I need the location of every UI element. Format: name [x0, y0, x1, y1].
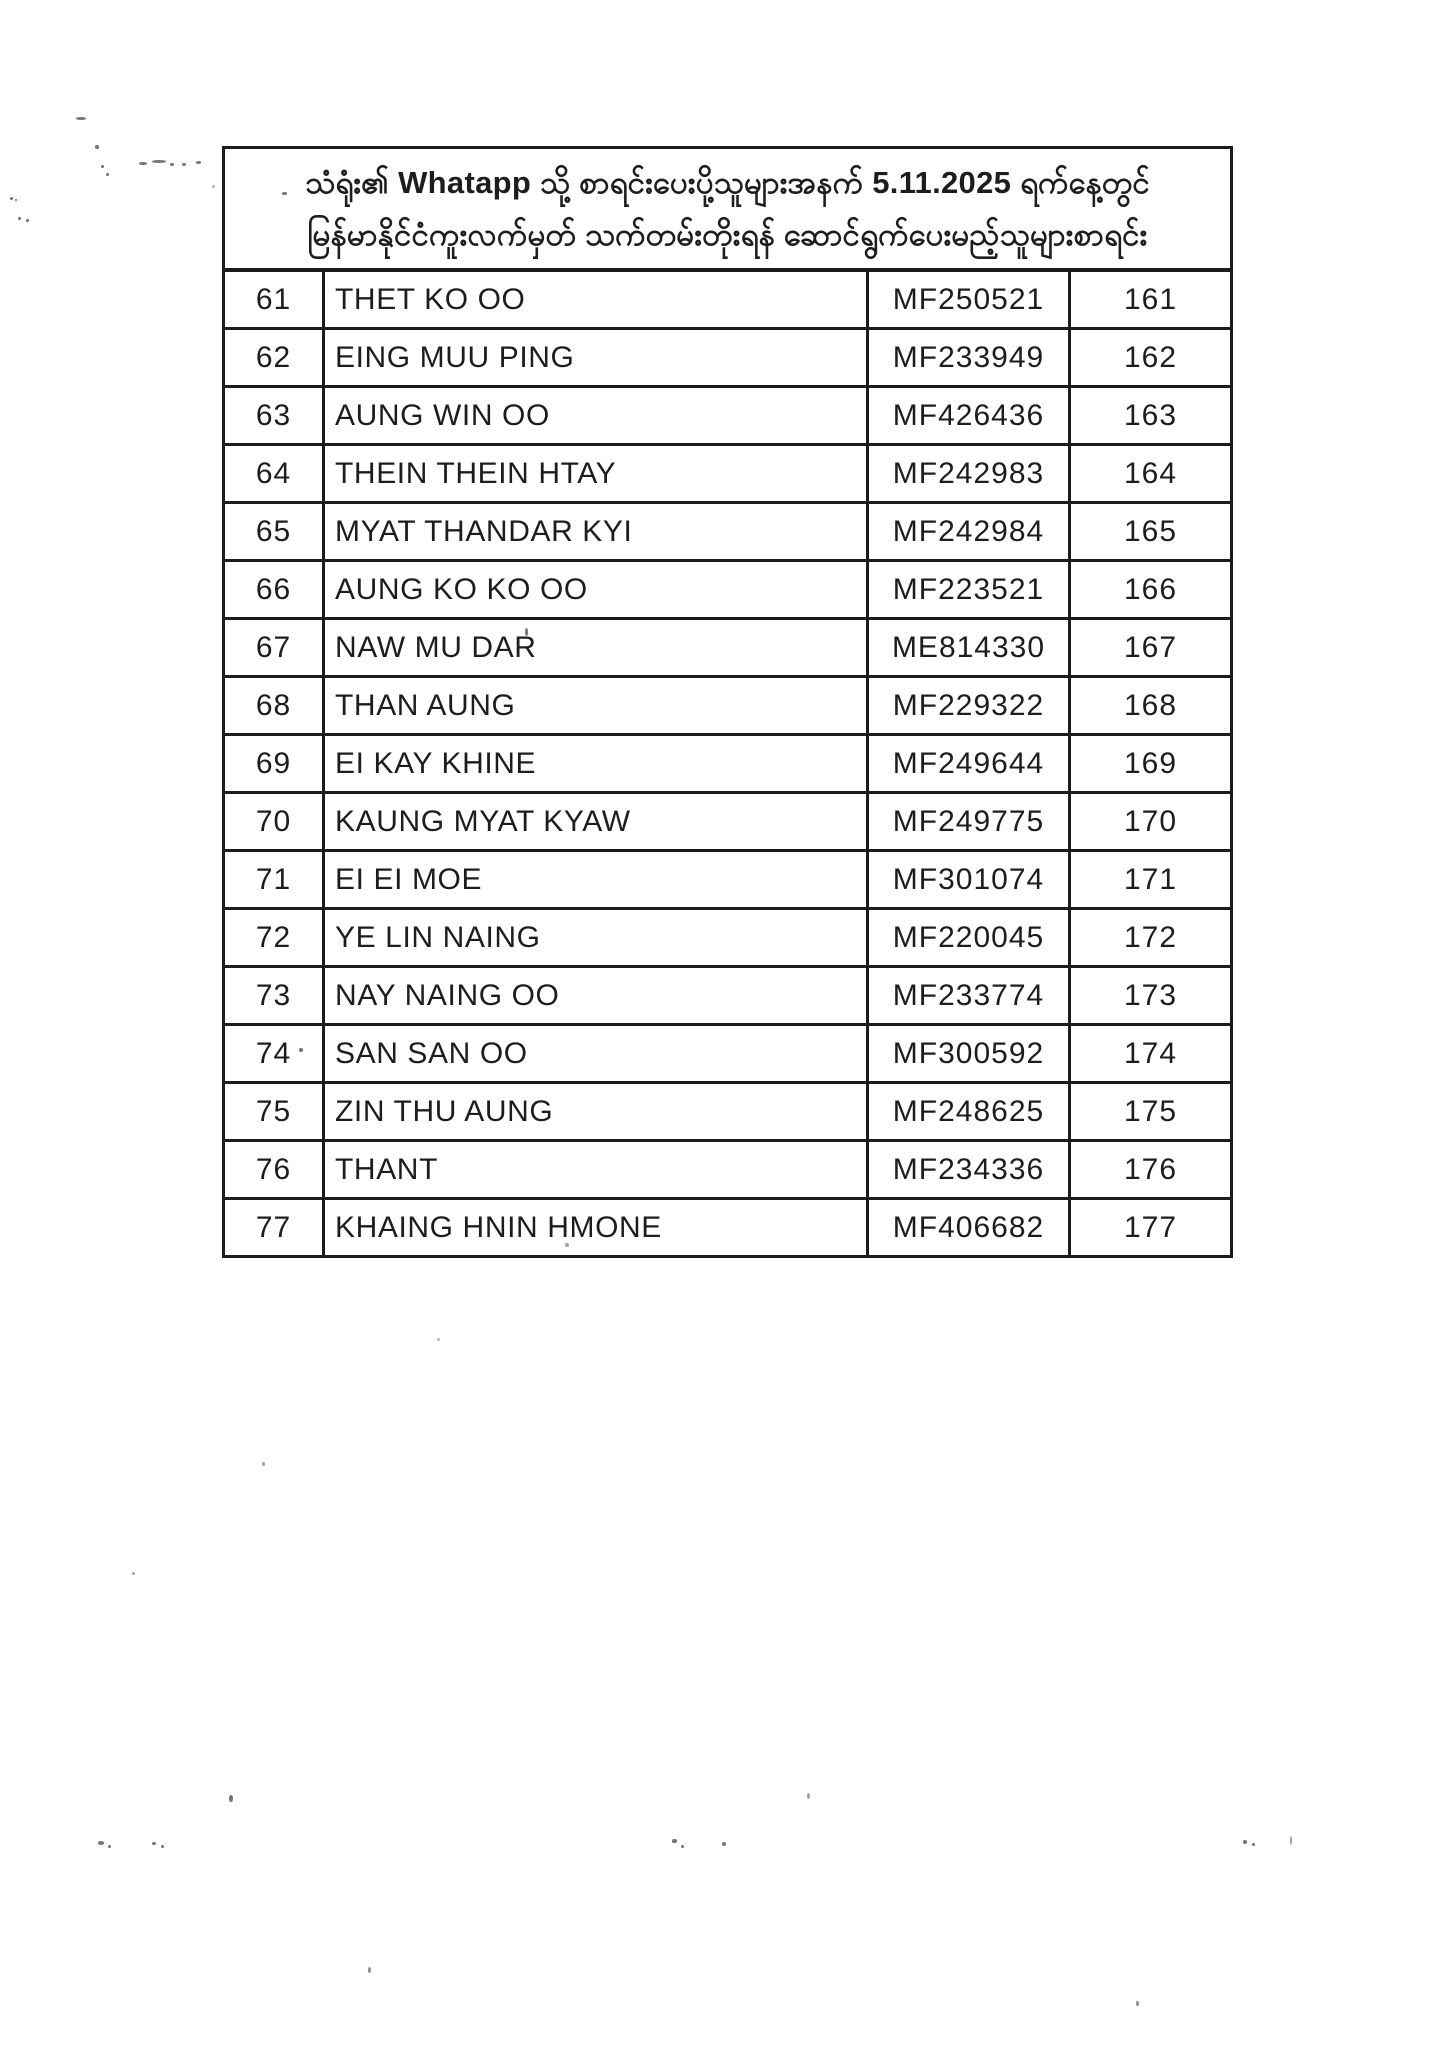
- table-row: [224, 329, 1232, 387]
- row-number: 72: [224, 909, 324, 967]
- person-name: EING MUU PING: [324, 329, 868, 387]
- table-row: [224, 1141, 1232, 1199]
- sequence-number: 169: [1070, 735, 1232, 793]
- table-row: [224, 270, 1232, 329]
- sequence-number: 168: [1070, 677, 1232, 735]
- table-row: [224, 445, 1232, 503]
- passport-number: MF249775: [868, 793, 1070, 851]
- row-number: 67: [224, 619, 324, 677]
- table-row: [224, 561, 1232, 619]
- passport-number: MF242983: [868, 445, 1070, 503]
- row-number: 62: [224, 329, 324, 387]
- person-name: ZIN THU AUNG: [324, 1083, 868, 1141]
- sequence-number: 171: [1070, 851, 1232, 909]
- person-name: NAY NAING OO: [324, 967, 868, 1025]
- person-name: KAUNG MYAT KYAW: [324, 793, 868, 851]
- table-row: [224, 909, 1232, 967]
- person-name: MYAT THANDAR KYI: [324, 503, 868, 561]
- sequence-number: 170: [1070, 793, 1232, 851]
- passport-number: MF406682: [868, 1199, 1070, 1257]
- row-number: 75: [224, 1083, 324, 1141]
- passport-number: ME814330: [868, 619, 1070, 677]
- row-number: 77: [224, 1199, 324, 1257]
- sequence-number: 163: [1070, 387, 1232, 445]
- person-name: THAN AUNG: [324, 677, 868, 735]
- person-name: THANT: [324, 1141, 868, 1199]
- row-number: 73: [224, 967, 324, 1025]
- sequence-number: 172: [1070, 909, 1232, 967]
- passport-number: MF233949: [868, 329, 1070, 387]
- sequence-number: 176: [1070, 1141, 1232, 1199]
- passport-number: MF233774: [868, 967, 1070, 1025]
- person-name: AUNG KO KO OO: [324, 561, 868, 619]
- passport-number: MF250521: [868, 270, 1070, 329]
- table-row: [224, 387, 1232, 445]
- person-name: AUNG WIN OO: [324, 387, 868, 445]
- passport-number: MF249644: [868, 735, 1070, 793]
- passport-number: MF301074: [868, 851, 1070, 909]
- passport-number: MF234336: [868, 1141, 1070, 1199]
- sequence-number: 174: [1070, 1025, 1232, 1083]
- row-number: 66: [224, 561, 324, 619]
- passport-number: MF220045: [868, 909, 1070, 967]
- row-number: 63: [224, 387, 324, 445]
- person-name: YE LIN NAING: [324, 909, 868, 967]
- passport-number: MF229322: [868, 677, 1070, 735]
- person-name: KHAING HNIN HMONE: [324, 1199, 868, 1257]
- sequence-number: 162: [1070, 329, 1232, 387]
- sequence-number: 177: [1070, 1199, 1232, 1257]
- table-row: [224, 967, 1232, 1025]
- sequence-number: 175: [1070, 1083, 1232, 1141]
- sequence-number: 166: [1070, 561, 1232, 619]
- passport-number: MF426436: [868, 387, 1070, 445]
- row-number: 71: [224, 851, 324, 909]
- row-number: 65: [224, 503, 324, 561]
- table-row: [224, 619, 1232, 677]
- table-row: [224, 503, 1232, 561]
- row-number: 68: [224, 677, 324, 735]
- row-number: 76: [224, 1141, 324, 1199]
- title-line-2: မြန်မာနိုင်ငံကူးလက်မှတ် သက်တမ်းတိုးရန် ဆောင်ရွက်ပေးမည့်သူများစာရင်း: [307, 216, 1148, 252]
- table-row: [224, 1025, 1232, 1083]
- passport-number: MF242984: [868, 503, 1070, 561]
- table-title: [224, 148, 1232, 271]
- table-row: [224, 677, 1232, 735]
- table-row: [224, 1083, 1232, 1141]
- table-row: [224, 735, 1232, 793]
- row-number: 70: [224, 793, 324, 851]
- person-name: THET KO OO: [324, 270, 868, 329]
- table-row: [224, 1199, 1232, 1257]
- person-name: EI EI MOE: [324, 851, 868, 909]
- person-name: EI KAY KHINE: [324, 735, 868, 793]
- table-row: [224, 793, 1232, 851]
- passport-number: MF223521: [868, 561, 1070, 619]
- person-name: THEIN THEIN HTAY: [324, 445, 868, 503]
- sequence-number: 167: [1070, 619, 1232, 677]
- row-number: 74: [224, 1025, 324, 1083]
- table-row: [224, 851, 1232, 909]
- row-number: 61: [224, 270, 324, 329]
- table-title-row: [224, 148, 1232, 271]
- sequence-number: 173: [1070, 967, 1232, 1025]
- passport-number: MF300592: [868, 1025, 1070, 1083]
- title-line-1: သံရုံး၏ Whatapp သို့ စာရင်းပေးပို့သူများအနက် 5.11.2025 ရက်နေ့တွင်: [305, 164, 1150, 200]
- person-name: NAW MU DAR: [324, 619, 868, 677]
- row-number: 69: [224, 735, 324, 793]
- passport-renewal-list-table: [222, 146, 1233, 1258]
- row-number: 64: [224, 445, 324, 503]
- person-name: SAN SAN OO: [324, 1025, 868, 1083]
- sequence-number: 164: [1070, 445, 1232, 503]
- sequence-number: 165: [1070, 503, 1232, 561]
- passport-number: MF248625: [868, 1083, 1070, 1141]
- sequence-number: 161: [1070, 270, 1232, 329]
